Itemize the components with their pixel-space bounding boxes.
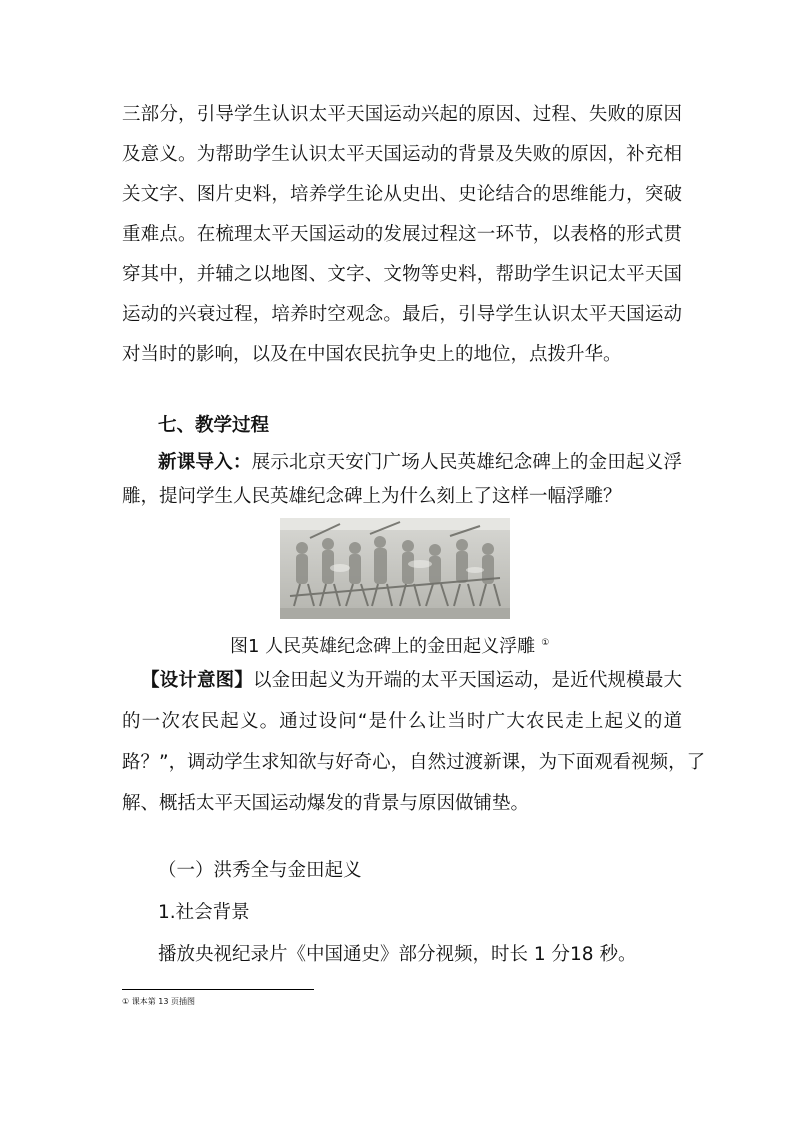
body-line-6: 运动的兴衰过程，培养时空观念。最后，引导学生认识太平天国运动 bbox=[122, 304, 682, 325]
design-intent-text-1: 以金田起义为开端的太平天国运动，是近代规模最大 bbox=[252, 670, 682, 691]
body-line-5: 穿其中，并辅之以地图、文字、文物等史料，帮助学生识记太平天国 bbox=[122, 264, 682, 285]
body-line-1: 三部分，引导学生认识太平天国运动兴起的原因、过程、失败的原因 bbox=[122, 104, 682, 125]
body-line-3: 关文字、图片史料，培养学生论从史出、史论结合的思维能力，突破 bbox=[122, 184, 682, 205]
intro-text-1: 展示北京天安门广场人民英雄纪念碑上的金田起义浮 bbox=[251, 452, 682, 473]
intro-label: 新课导入： bbox=[158, 452, 252, 473]
design-intent-line-3: 路？”，调动学生求知欲与好奇心，自然过渡新课，为下面观看视频，了 bbox=[122, 752, 706, 773]
figure-caption-text: 图1 人民英雄纪念碑上的金田起义浮雕 bbox=[230, 636, 536, 657]
subsection-item-1-text: 播放央视纪录片《中国通史》部分视频，时长 1 分18 秒。 bbox=[158, 944, 637, 965]
figure-caption bbox=[230, 630, 549, 660]
design-intent-line-2: 的一次农民起义。通过设问“是什么让当时广大农民走上起义的道 bbox=[122, 711, 682, 732]
subsection-item-1: 1.社会背景 bbox=[158, 902, 250, 923]
body-line-2: 及意义。为帮助学生认识太平天国运动的背景及失败的原因，补充相 bbox=[122, 144, 682, 165]
footnote-text: ① 课本第 13 页插图 bbox=[122, 997, 195, 1006]
subsection-title: （一）洪秀全与金田起义 bbox=[158, 860, 362, 881]
body-line-4: 重难点。在梳理太平天国运动的发展过程这一环节，以表格的形式贯 bbox=[122, 224, 682, 245]
body-line-7: 对当时的影响，以及在中国农民抗争史上的地位，点拨升华。 bbox=[122, 344, 622, 365]
intro-line-1 bbox=[158, 450, 682, 476]
intro-line-2: 雕，提问学生人民英雄纪念碑上为什么刻上了这样一幅浮雕？ bbox=[122, 486, 622, 507]
design-intent-line-1 bbox=[141, 668, 682, 694]
design-intent-label: 【设计意图】 bbox=[141, 670, 253, 691]
footnote-divider bbox=[122, 989, 314, 990]
design-intent-line-4: 解、概括太平天国运动爆发的背景与原因做铺垫。 bbox=[122, 793, 530, 814]
footnote-marker: ① bbox=[541, 638, 550, 648]
section-heading: 七、教学过程 bbox=[158, 415, 270, 436]
relief-sculpture-image bbox=[280, 518, 510, 619]
